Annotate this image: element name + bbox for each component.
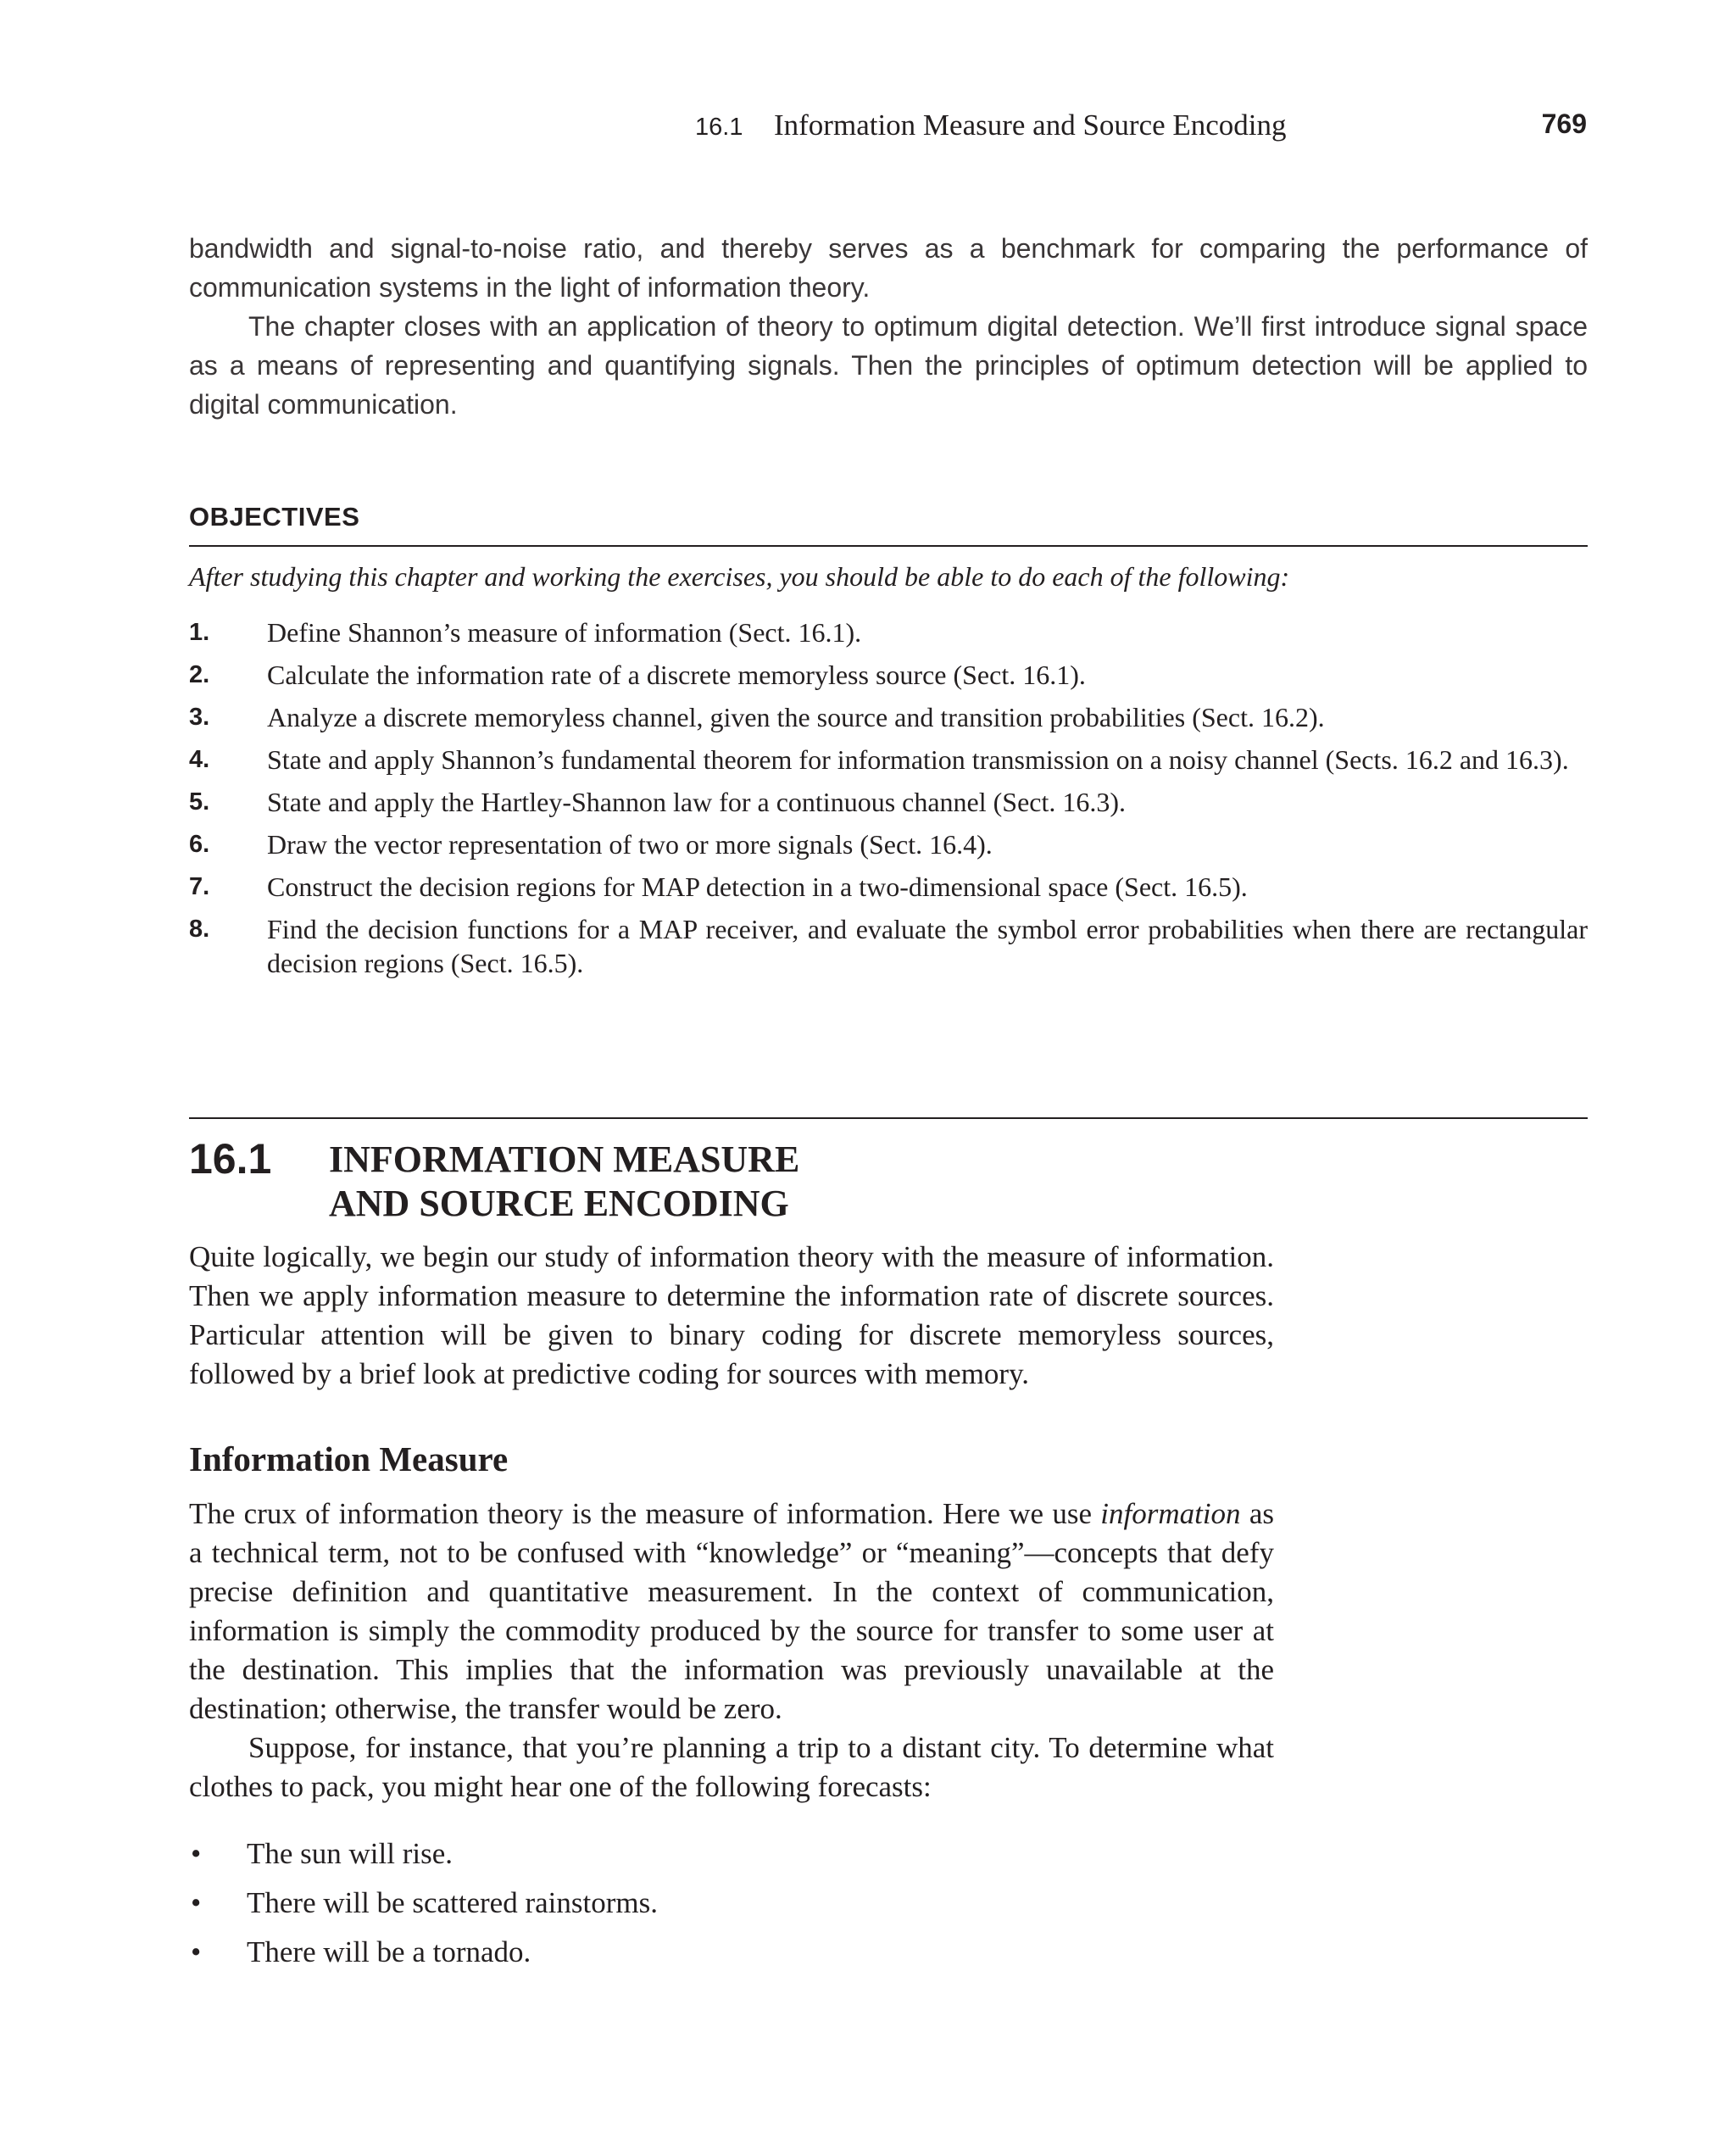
section-rule <box>189 1117 1588 1119</box>
objectives-heading: OBJECTIVES <box>189 502 360 532</box>
running-head-section-title: Information Measure and Source Encoding <box>774 109 1287 142</box>
running-head <box>695 109 1587 151</box>
objective-item <box>189 870 1588 904</box>
objective-number: 7. <box>189 873 210 900</box>
subsection-paragraph-2: Suppose, for instance, that you’re planning a trip to a distant city. To determine what clothes to pack, you might hear one of the following forecasts: <box>189 1731 1274 1803</box>
list-item <box>189 1934 658 1971</box>
objective-item <box>189 615 1588 649</box>
list-item-text: The sun will rise. <box>247 1837 453 1870</box>
list-item-text: There will be scattered rainstorms. <box>247 1886 658 1919</box>
objective-text: State and apply Shannon’s fundamental theorem for information transmission on a noisy channel (Sects. 16.2 and 16.3). <box>267 744 1569 775</box>
list-item <box>189 1835 658 1873</box>
objective-text: Draw the vector representation of two or more signals (Sect. 16.4). <box>267 829 993 860</box>
objective-number: 3. <box>189 704 210 731</box>
objective-number: 2. <box>189 661 210 688</box>
objective-text: Define Shannon’s measure of information (Sect. 16.1). <box>267 617 862 648</box>
section-intro <box>189 1238 1274 1394</box>
objective-item <box>189 658 1588 692</box>
section-title <box>329 1138 1092 1226</box>
section-title-line-1: INFORMATION MEASURE <box>329 1139 800 1180</box>
subsection-paragraph-1 <box>189 1495 1274 1729</box>
objective-item <box>189 700 1588 734</box>
subsection-heading: Information Measure <box>189 1439 509 1478</box>
objective-item <box>189 827 1588 861</box>
intro-paragraph-1: bandwidth and signal-to-noise ratio, and thereby serves as a benchmark for comparing the performance of communication systems in the light of information theory. <box>189 233 1588 303</box>
objective-number: 6. <box>189 831 210 858</box>
objective-text: Find the decision functions for a MAP receiver, and evaluate the symbol error probabilities when there are rectangular decision regions (Sect. 16.5). <box>267 914 1588 978</box>
chapter-intro <box>189 229 1588 424</box>
section-title-line-2: AND SOURCE ENCODING <box>329 1183 789 1224</box>
bullet-icon: • <box>191 1935 202 1968</box>
objectives-rule <box>189 545 1588 547</box>
subsection-body <box>189 1495 1274 1807</box>
objective-item <box>189 912 1588 980</box>
objective-text: Calculate the information rate of a discrete memoryless source (Sect. 16.1). <box>267 660 1086 690</box>
running-head-section-number: 16.1 <box>695 114 743 141</box>
section-number: 16.1 <box>189 1135 272 1183</box>
italic-term: information <box>1100 1497 1241 1530</box>
objectives-list <box>189 615 1588 988</box>
objective-number: 8. <box>189 916 210 943</box>
forecast-list <box>189 1835 658 1983</box>
objective-text: State and apply the Hartley-Shannon law for a continuous channel (Sect. 16.3). <box>267 787 1127 817</box>
objective-number: 5. <box>189 788 210 816</box>
section-intro-paragraph: Quite logically, we begin our study of information theory with the measure of information. Then we apply information measure to determine the information rate of discrete sources. Particular attention will be given to binary coding for discrete memoryless sources, followed by a brief look at predictive coding for sources with memory. <box>189 1240 1274 1390</box>
paragraph-text: The crux of information theory is the measure of information. Here we use <box>189 1497 1101 1530</box>
objective-text: Analyze a discrete memoryless channel, given the source and transition probabilities (Sect. 16.2). <box>267 702 1325 732</box>
objective-item <box>189 785 1588 819</box>
objective-item <box>189 743 1588 777</box>
bullet-icon: • <box>191 1886 202 1919</box>
page-number: 769 <box>1541 109 1587 139</box>
objective-number: 4. <box>189 746 210 773</box>
bullet-icon: • <box>191 1837 202 1870</box>
objective-number: 1. <box>189 619 210 646</box>
list-item <box>189 1885 658 1922</box>
objectives-lead: After studying this chapter and working the exercises, you should be able to do each of the following: <box>189 561 1290 592</box>
list-item-text: There will be a tornado. <box>247 1935 531 1968</box>
paragraph-text: as a technical term, not to be confused with “knowledge” or “meaning”—concepts that defy precise definition and quantitative measurement. In the context of communication, information is simply the commodity produced by the source for transfer to some user at the destination. This implies that the information was previously unavailable at the destination; otherwise, the transfer would be zero. <box>189 1497 1274 1725</box>
intro-paragraph-2: The chapter closes with an application of theory to optimum digital detection. We’ll first introduce signal space as a means of representing and quantifying signals. Then the principles of optimum detection will be applied to digital communication. <box>189 311 1588 420</box>
objective-text: Construct the decision regions for MAP detection in a two-dimensional space (Sect. 16.5). <box>267 871 1248 902</box>
